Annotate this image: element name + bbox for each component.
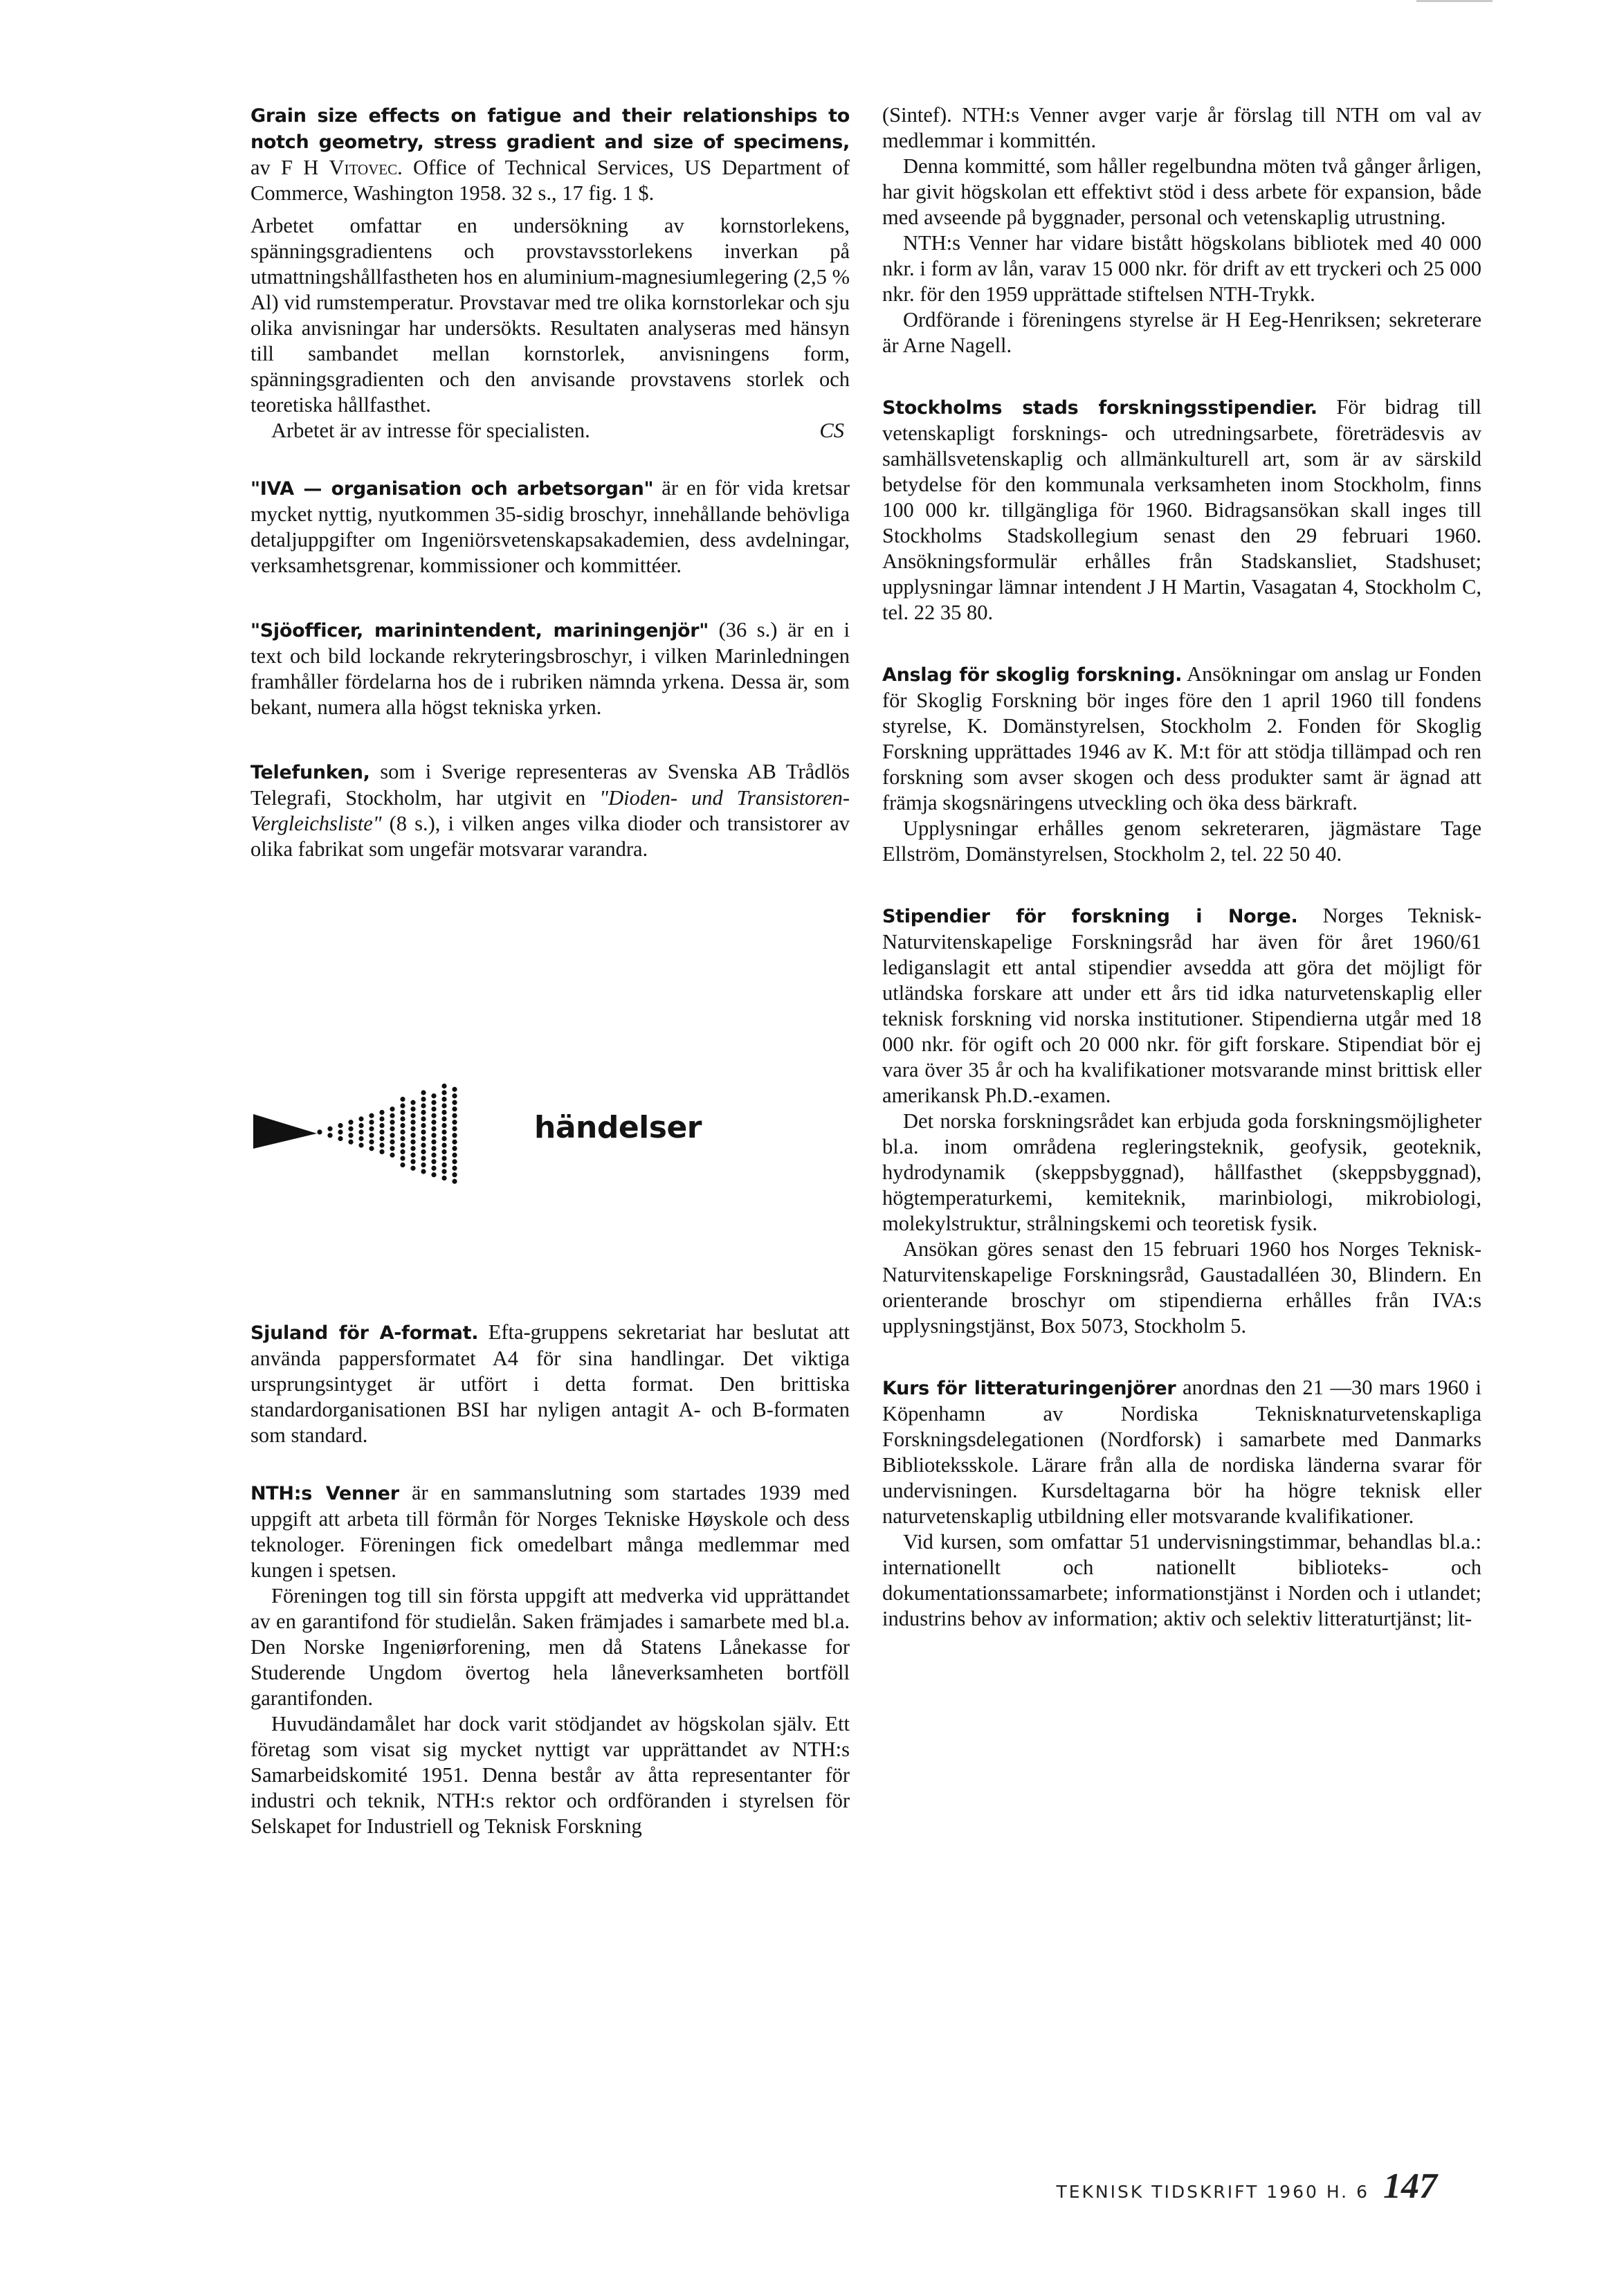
notice-iva (250, 475, 850, 578)
footer-journal: TEKNISK TIDSKRIFT 1960 H. 6 (1056, 2182, 1369, 2202)
page-footer (1056, 2166, 1437, 2207)
review-grain-size (250, 102, 850, 444)
notice-iva-text (250, 475, 850, 578)
notice-skoglig-body: Ansökningar om anslag ur Fonden för Skoglig Forskning bör inges före den 1 april 1960 till fondens styrelse, K. Domänstyrelsen, Stockholm 2. Fonden för Skoglig Forskning upprättades 1946 av K. M:t för att stödja tillämpad och ren forskning som avser skogen och dess produkter samt är ägnad att främja skogsnäringens utveckling och öka dess bärkraft. (882, 662, 1481, 814)
notice-sjuland (250, 1320, 850, 1448)
notice-sjuland-text (250, 1320, 850, 1448)
notice-telefunken-text (250, 759, 850, 862)
notice-skoglig-forskning (882, 662, 1481, 867)
notice-kurs-paragraph-2: Vid kursen, som omfattar 51 undervisningstimmar, behandlas bl.a.: internationellt och nationellt biblioteks- och dokumentationssamarbete; informationstjänst i Norden och i utlandet; industrins behov av information; aktiv och selektiv litteraturtjänst; lit- (882, 1530, 1481, 1630)
left-column (250, 102, 850, 1839)
review-grain-size-body: Arbetet omfattar en undersökning av kornstorlekens, spänningsgradientens och provstavsstorlekens inverkan på utmattningshållfastheten hos en aluminium-magnesiumlegering (2,5 % Al) vid rumstemperatur. Provstavar med tre olika kornstorlekar och sju olika anvisningar har undersökts. Resultaten analyseras med hänsyn till sambandet mellan kornstorlek, anvisningens form, spänningsgradienten och den anvisande provstavens storlek och teoretiska hållfasthet. (250, 214, 850, 417)
review-grain-size-byline: av F H (250, 156, 329, 179)
notice-kurs-title: Kurs för litteraturingenjörer (882, 1378, 1176, 1399)
right-column (882, 102, 1481, 1632)
notice-stockholm-title: Stockholms stads forskningsstipendier. (882, 397, 1317, 419)
notice-stockholm-text (882, 394, 1481, 626)
notice-skoglig-text (882, 662, 1481, 816)
notice-kurs-text (882, 1375, 1481, 1529)
notice-telefunken-body1: som i Sverige representeras av Svenska AB Trådlös Telegrafi, Stockholm, har utgivit en (250, 760, 850, 810)
notice-skoglig-paragraph-2: Upplysningar erhålles genom sekreteraren, jägmästare Tage Ellström, Domänstyrelsen, Stockholm 2, tel. 22 50 40. (882, 817, 1481, 866)
review-grain-size-note: Arbetet är av intresse för specialisten. (271, 419, 590, 442)
review-grain-size-signature: CS (819, 419, 844, 442)
notice-nth-body: är en sammanslutning som startades 1939 med uppgift att arbeta till förmån för Norges Tekniske Høyskole och dess teknologer. Föreningen fick omedelbart många medlemmar med kungen i spetsen. (250, 1481, 850, 1582)
notice-sjoofficer (250, 617, 850, 720)
notice-norge-title: Stipendier för forskning i Norge. (882, 906, 1298, 927)
section-title-handelser: händelser (534, 1110, 702, 1145)
notice-kurs-litteraturingenjorer (882, 1375, 1481, 1632)
notice-norge-paragraph-2: Det norska forskningsrådet kan erbjuda goda forskningsmöjligheter bl.a. inom områdena regleringsteknik, geofysik, geoteknik, hydrodynamik (skeppsbyggnad), hållfasthet (skeppsbyggnad), högtemperaturkemi, kemiteknik, marinbiologi, mikrobiologi, molekylstruktur, strålningskemi och teoretisk fysik. (882, 1109, 1481, 1235)
notice-iva-title: "IVA — organisation och arbetsorgan" (250, 478, 654, 500)
notice-nth-cont-paragraph-3: NTH:s Venner har vidare bistått högskolans bibliotek med 40 000 nkr. i form av lån, varav 15 000 nkr. för drift av ett tryckeri och 25 000 nkr. för den 1959 upprättade stiftelsen NTH-Trykk. (882, 231, 1481, 306)
notice-telefunken-booktitle: "Dioden- und Transistoren-Vergleichsliste" (250, 786, 850, 835)
notice-nth-cont-paragraph-4: Ordförande i föreningens styrelse är H Eeg-Henriksen; sekreterare är Arne Nagell. (882, 308, 1481, 357)
notice-norge-text (882, 903, 1481, 1109)
notice-nth-text (250, 1480, 850, 1583)
notice-nth-paragraph-3: Huvudändamålet har dock varit stödjandet av högskolan själv. Ett företag som visat sig mycket nyttigt var upprättandet av NTH:s Samarbeidskomité 1951. Denna består av åtta representanter för industri och teknik, NTH:s rektor och ordföranden i styrelsen för Selskapet for Industriell og Teknisk Forskning (250, 1712, 850, 1838)
notice-nth-venner (250, 1480, 850, 1839)
footer-page-number: 147 (1383, 2167, 1437, 2206)
notice-norge-body: Norges Teknisk-Naturvitenskapelige Forskningsråd har även för året 1960/61 lediganslagit ett antal stipendier avsedda att göra det möjligt för utländska forskare att under ett års tid idka naturvetenskaplig eller teknisk forskning vid norska institutioner. Stipendierna utgår med 18 000 nkr. för ogift och 20 000 nkr. för gift forskare. Stipendiat bör ej vara över 35 år och ha kvalifikationer motsvarande minst brittisk eller amerikansk Ph.D.-examen. (882, 904, 1481, 1107)
notice-telefunken-body2: (8 s.), i vilken anges vilka dioder och transistorer av olika fabrikat som ungefär motsvarar varandra. (250, 812, 850, 861)
spacer-after-banner (250, 1188, 850, 1320)
notice-norge-paragraph-3: Ansökan göres senast den 15 februari 1960 hos Norges Teknisk-Naturvitenskapelige Forskningsråd, Gaustadalléen 30, Blindern. En orienterande broschyr om stipendierna erhålles från IVA:s upplysningstjänst, Box 5073, Stockholm 5. (882, 1237, 1481, 1338)
notice-telefunken-title: Telefunken, (250, 762, 370, 783)
spacer-before-banner (250, 894, 850, 1067)
notice-sjoofficer-text (250, 617, 850, 720)
notice-nth-title: NTH:s Venner (250, 1483, 399, 1504)
notice-sjoofficer-title: "Sjöofficer, marinintendent, mariningenjör" (250, 620, 709, 641)
notice-skoglig-title: Anslag för skoglig forskning. (882, 664, 1183, 686)
notice-stockholm-stipendier (882, 394, 1481, 626)
notice-nth-continued (882, 102, 1481, 358)
notice-nth-cont-paragraph-2: Denna kommitté, som håller regelbundna möten två gånger årligen, har givit högskolan ett effektivt stöd i dess arbete för expansion, både med avseende på byggnader, personal och vetenskaplig utrustning. (882, 154, 1481, 229)
notice-iva-body: är en för vida kretsar mycket nyttig, nyutkommen 35-sidig broschyr, innehållande behövliga detaljuppgifter om Ingeniörsvetenskapsakademien, dess avdelningar, verksamhetsgrenar, kommissioner och kommittéer. (250, 476, 850, 577)
notice-nth-cont-paragraph-1: (Sintef). NTH:s Venner avger varje år förslag till NTH om val av medlemmar i kommittén. (882, 103, 1481, 152)
review-grain-size-note-line (250, 418, 850, 444)
notice-nth-paragraph-2: Föreningen tog till sin första uppgift att medverka vid upprättandet av en garantifond för studielån. Saken främjades i samarbete med bl.a. Den Norske Ingeniørforening, men då Statens Lånekasse for Studerende Ungdom övertog hela låneverksamheten bortföll garantifonden. (250, 1584, 850, 1710)
notice-sjuland-title: Sjuland för A-format. (250, 1322, 479, 1344)
notice-stipendier-norge (882, 903, 1481, 1339)
notice-telefunken (250, 759, 850, 862)
review-grain-size-citation: . Office of Technical Services, US Department of Commerce, Washington 1958. 32 s., 17 fig. 1 $. (250, 156, 850, 205)
notice-sjoofficer-body: (36 s.) är en i text och bild lockande rekryteringsbroschyr, i vilken Marinledningen framhåller fördelarna hos de i rubriken nämnda yrkena. Dessa är, som bekant, numera alla högst tekniska yrken. (250, 618, 850, 719)
review-grain-size-title: Grain size effects on fatigue and their relationships to notch geometry, stress gradient and size of specimens, (250, 105, 850, 153)
review-grain-size-heading (250, 102, 850, 206)
banner-arrow-dots-icon (250, 1067, 472, 1188)
top-edge-mark (1416, 0, 1493, 2)
notice-sjuland-body: Efta-gruppens sekretariat har beslutat att använda pappersformatet A4 för sina handlingar. Det viktiga ursprungsintyget är utfört i detta format. Den brittiska standardorganisationen BSI har nyligen antagit A- och B-formaten som standard. (250, 1320, 850, 1447)
review-grain-size-author: Vitovec (329, 156, 398, 179)
section-banner (250, 1067, 850, 1188)
notice-stockholm-body: För bidrag till vetenskapligt forsknings- och utredningsarbete, företrädesvis av samhällsvetenskaplig och allmänkulturell art, som är av särskild betydelse för den kommunala verksamheten inom Stockholm, finns 100 000 kr. tillgängliga för 1960. Bidragsansökan skall inges till Stockholms Stadskollegium senast den 29 februari 1960. Ansökningsformulär erhålles från Stadskansliet, Stadshuset; upplysningar lämnar intendent J H Martin, Vasagatan 4, Stockholm C, tel. 22 35 80. (882, 395, 1481, 624)
notice-kurs-body: anordnas den 21 —30 mars 1960 i Köpenhamn av Nordiska Teknisknaturvetenskapliga Forskningsdelegationen (Nordforsk) i samarbete med Danmarks Biblioteksskole. Lärare från alla de nordiska länderna svarar för undervisningen. Kursdeltagarna bör ha högre teknisk eller naturvetenskaplig utbildning eller motsvarande kvalifikationer. (882, 1376, 1482, 1528)
